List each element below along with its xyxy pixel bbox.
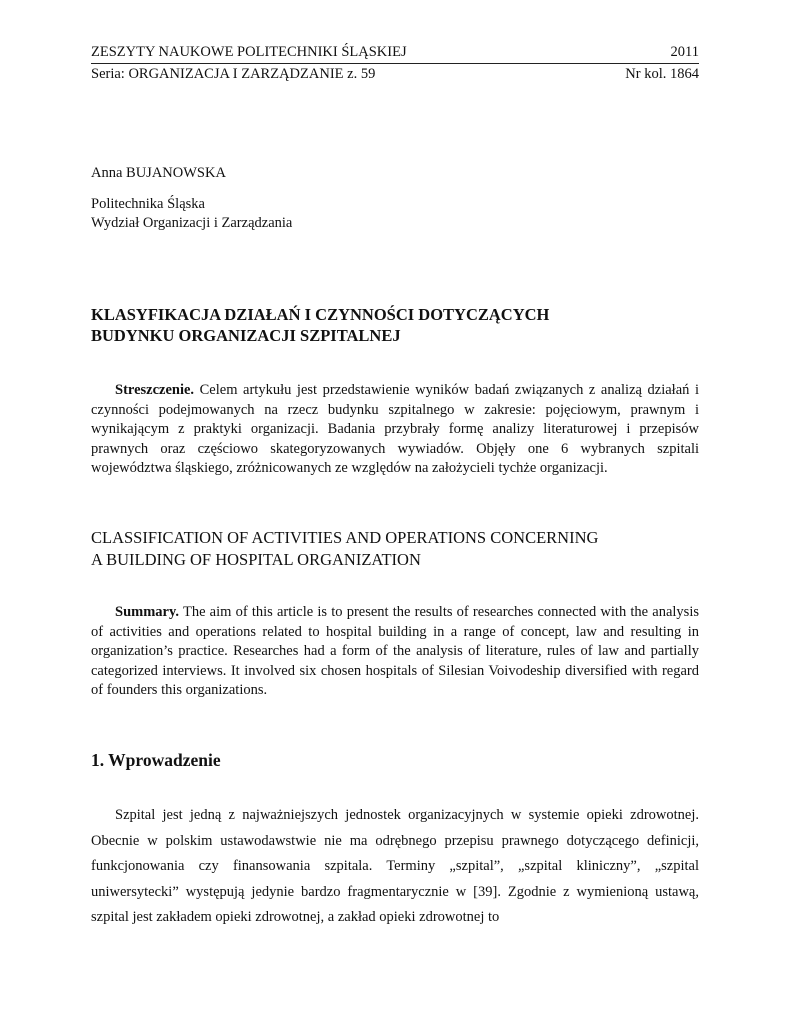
abstract-polish xyxy=(91,381,699,479)
body-paragraph xyxy=(91,803,699,931)
summary-english xyxy=(91,603,699,701)
abstract-text: Celem artykułu jest przedstawienie wyników badań związanych z analizą działań i czynności podejmowanych na rzecz budynku szpitalnego w zakresie: pojęciowym, prawnym i wynikającym z praktyki organizacji. Badania przybrały formę analizy literaturowej i przepisów prawnych oraz częściowo skategoryzowanych wywiadów. Objęły one 6 wybranych szpitali województwa śląskiego, zróżnicowanych ze względów na założycieli tychże organizacji. xyxy=(91,382,699,476)
journal-name: ZESZYTY NAUKOWE POLITECHNIKI ŚLĄSKIEJ xyxy=(91,44,407,60)
section-heading: 1. Wprowadzenie xyxy=(91,750,221,770)
title-pl-line-1: KLASYFIKACJA DZIAŁAŃ I CZYNNOŚCI DOTYCZĄCYCH xyxy=(91,305,550,324)
abstract-label: Streszczenie. xyxy=(115,382,195,398)
header-rule xyxy=(91,63,699,64)
series-name: Seria: ORGANIZACJA I ZARZĄDZANIE z. 59 xyxy=(91,66,376,82)
title-pl-line-2: BUDYNKU ORGANIZACJI SZPITALNEJ xyxy=(91,326,401,345)
author-affiliation xyxy=(91,195,292,233)
paper-title-english xyxy=(91,527,598,571)
author-name: Anna BUJANOWSKA xyxy=(91,165,226,181)
running-header-bottom xyxy=(91,66,699,83)
affiliation-institution: Politechnika Śląska xyxy=(91,196,205,212)
issue-number: Nr kol. 1864 xyxy=(625,66,699,82)
running-header-top xyxy=(91,44,699,61)
summary-label: Summary. xyxy=(115,604,180,620)
paper-title-polish xyxy=(91,304,549,346)
summary-text: The aim of this article is to present the results of researches connected with the analysis of activities and operations related to hospital building in a range of concept, law and resulting in organization’s practice. Researches had a form of the analysis of literature, rules of law and partially categorized interviews. It involved six chosen hospitals of Silesian Voivodeship diversified with regard of founders this organizations. xyxy=(91,604,699,698)
intro-paragraph: Szpital jest jedną z najważniejszych jednostek organizacyjnych w systemie opieki zdrowotnej. Obecnie w polskim ustawodawstwie nie ma odrębnego przepisu prawnego dotyczącego definicji, funkcjonowania czy finansowania szpitala. Terminy „szpital”, „szpital kliniczny”, „szpital uniwersytecki” występują jedynie bardzo fragmentarycznie w [39]. Zgodnie z wymienioną ustawą, szpital jest zakładem opieki zdrowotnej, a zakład opieki zdrowotnej to xyxy=(91,807,699,925)
title-en-line-1: CLASSIFICATION OF ACTIVITIES AND OPERATIONS CONCERNING xyxy=(91,528,599,547)
affiliation-faculty: Wydział Organizacji i Zarządzania xyxy=(91,215,293,231)
title-en-line-2: A BUILDING OF HOSPITAL ORGANIZATION xyxy=(91,550,421,569)
journal-year: 2011 xyxy=(670,44,699,60)
